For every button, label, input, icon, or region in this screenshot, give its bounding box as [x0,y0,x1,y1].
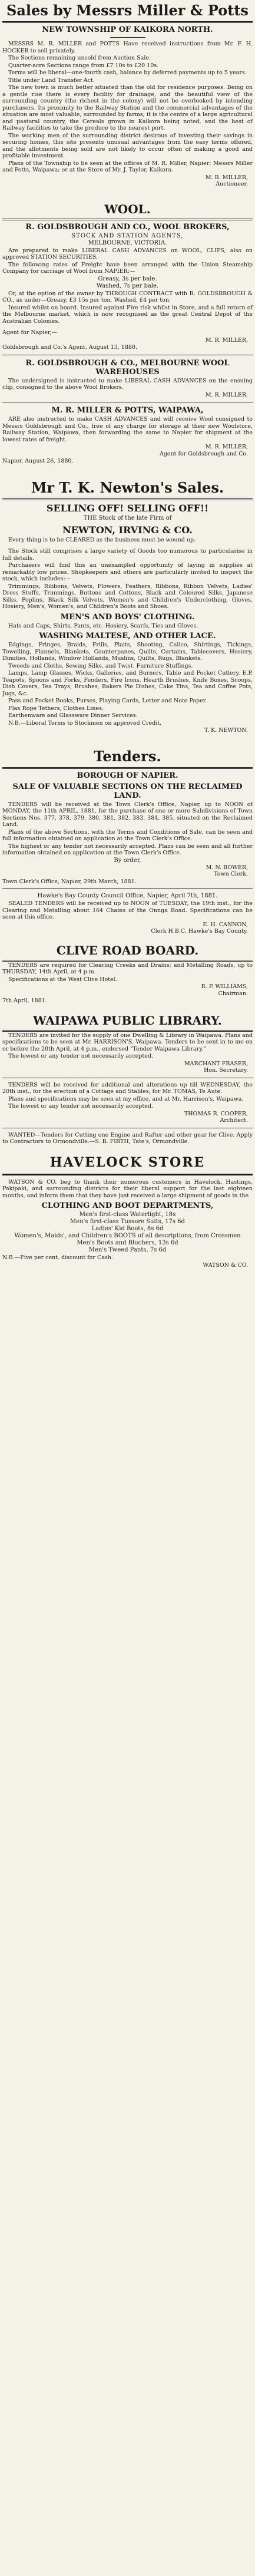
miller-p2: The Sections remaining unsold from Auction Sale. [8,55,151,61]
tenders-hb-role: Clerk H.B.C. Hawke's Bay County. [151,928,248,934]
havelock-i1: Men's first-class Waterlight, 18s [79,1211,176,1218]
newton-header: Mr T. K. Newton's Sales. [2,478,253,500]
wool-firm1-p4: Washed, 7s per bale. [96,282,159,289]
waipawa-sig: MARCHANT FRASER, [184,1060,248,1067]
clive-header: CLIVE ROAD BOARD. [2,942,253,962]
havelock-i3: Ladies' Kid Boots, 8s 6d [91,1226,164,1232]
waipawa-role2: Architect. [220,1117,248,1124]
newton-p2: Purchasers will find this an unexampled opportunity of laying in supplies at remarkably low prices. Shopkeepers and others are particularly invited to inspect the stock, which includes:— [2,562,253,582]
waipawa-p3: TENDERS will be received for additional and alterations up till WEDNESDAY, the 20th inst., for the erection of a Cottage and Stables, for Mr. TOMAS, Te Aute. [2,1081,253,1095]
wool-agent-date: Goldsbrough and Co.'s Agent. August 13, 1880. [2,344,137,351]
wool-firm3-role: Agent for Goldsbrough and Co. [159,450,248,457]
havelock-i2: Men's first-class Tussore Suits, 17s 6d [70,1218,185,1225]
tenders-borough: BOROUGH OF NAPIER. [77,771,178,780]
miller-p8: Plans of the Township to be seen at the offices of M. R. Miller, Napier; Messrs Miller and Potts, Waipawa; or at the Store of Mr. J. Taylor, Kaikora. [2,160,253,173]
miller-sig-role: Auctioneer. [216,181,248,187]
wool-firm3-title: M. R. MILLER & POTTS, WAIPAWA, [51,406,204,415]
newton-p9: Flax Rope Tethers, Clothes Lines. [8,705,104,712]
wool-firm1-p2: The following rates of Freight have been arranged with the Union Steamship Company for carriage of Wool from NAPIER:— [2,261,253,275]
wool-agent-line: Agent for Napier,— [2,329,58,336]
waipawa-p4: Plans and specifications may be seen at my office, and at Mr. Harrison's, Waipawa. [8,1095,244,1102]
waipawa-role: Hon. Secretary. [204,1067,248,1074]
newton-sig: T. K. NEWTON. [204,727,248,734]
miller-p1: MESSRS M. R. MILLER and POTTS Have received instructions from Mr. F. H. HOCKER to sell privately. [2,41,253,54]
clive-p1: TENDERS are required for Clearing Creeks and Drains; and Metalling Roads, up to THURSDAY, 14th April, at 4 p.m. [2,962,253,975]
miller-p4: Terms will be liberal—one-fourth cash, balance by deferred payments up to 5 years. [8,70,247,76]
newton-p3: Trimmings, Ribbons, Velvets, Flowers, Feathers, Ribbons, Ribbon Velvets, Ladies' Dress Stuffs, Trimmings, Buttons and Cottons, Black and Coloured Silks, Japanese Silks, Poplins, Black Silk Velvets, Women's and Children's Underclothing, Gloves, Hosiery, Men's, Women's, and Children's Boots and Shoes. [2,583,253,610]
tenders-hb-title: Hawke's Bay County Council Office, Napier, April 7th, 1881. [37,893,218,899]
wool-firm1-p5: Or, at the option of the owner by THROUGH CONTRACT with R. GOLDSBROUGH & CO., as under—Greasy, £3 15s per ton. Washed, £4 per ton. [2,290,253,303]
wool-firm1-p6: Insured whilst on board. Insured against Fire risk whilst in Store, and a full return of the Melbourne market, which is now recognised as the great Central Depot of the Australian Colonies. [2,304,253,325]
wool-firm2-p1: The undersigned is instructed to make LIBERAL CASH ADVANCES on the ensuing clip, consigned to the above Wool Brokers. [2,377,253,391]
tenders-sig-name: M. N. BOWER, [206,864,248,871]
tenders-p4: By order, [114,857,141,864]
wool-agent-name: M. R. MILLER, [205,336,248,344]
tenders-sale-title: SALE OF VALUABLE SECTIONS ON THE RECLAIMED LAND. [12,782,243,800]
newspaper-page [2,0,253,1269]
waipawa-want: WANTED—Tenders for Cutting one Engine and Rafter and other gear for Clive. Apply to Contractors to Ormondville.—S. B. FIRTH, Tate's, Ormondville. [2,1131,253,1145]
havelock-header: HAVELOCK STORE [49,1154,206,1170]
newton-p11: N.B.—Liberal Terms to Stockmen on approved Credit. [8,719,162,726]
miller-p5: Title under Land Transfer Act. [8,77,95,84]
waipawa-p2: The lowest or any tender not necessarily accepted. [8,1053,153,1059]
newton-cleared: Every thing is to be CLEARED as the business must be wound up. [8,536,196,543]
havelock-nb: N.B.—Five per cent. discount for Cash. [2,1254,113,1261]
tenders-header: Tenders. [2,747,253,769]
newton-wash-title: WASHING MALTESE, AND OTHER LACE. [39,632,216,640]
wool-firm1-title: R. GOLDSBROUGH AND CO., WOOL BROKERS, [25,222,230,232]
clive-p2: Specifications at the West Clive Hotel. [8,976,117,983]
miller-title: NEW TOWNSHIP OF KAIKORA NORTH. [42,25,213,34]
newton-p6: Tweeds and Cloths, Sewing Silks, and Twist. Furniture Stuffings. [8,662,193,669]
wool-firm1-p1: Are prepared to make LIBERAL CASH ADVANCES on WOOL, CLIPS, also on approved STATION SECURITIES. [2,247,253,260]
clive-date: 7th April, 1881. [2,998,47,1004]
miller-header: Sales by Messrs Miller & Potts [2,1,253,23]
wool-firm2-sig: M. R. MILLER. [205,391,248,398]
newton-selling: SELLING OFF! SELLING OFF!! [46,502,209,514]
havelock-sig: WATSON & CO. [203,1261,248,1269]
waipawa-p5: The lowest or any tender not necessarily accepted. [8,1103,153,1109]
miller-p6: The new town is much better situated than the old for residence purposes. Being on a gentle rise there is every facility for drainage, and the beautiful view of the surrounding country (the richest in the colony) will not be overlooked by intending purchasers. Its proximity to the Railway Station and the commercial advantages of the situation are most valuable, surrounded by farms; it is the centre of a large agricultural and pastoral country, the Cereals grown in Kaikora being noted, and the best of Railway facilities to take the produce to the nearest port. [2,84,253,131]
newton-firm: NEWTON, IRVING & CO. [62,524,193,536]
wool-firm1-sub: STOCK AND STATION AGENTS, [71,232,184,239]
tenders-p1: TENDERS will be received at the Town Clerk's Office, Napier, up to NOON of MONDAY, the 11th APRIL, 1881, for the purchase of one or more Subdivisions of Town Sections Nos. 377, 378, 379, 380, 381, 382, 383, 384, 385, situated on the Reclaimed Land. [2,801,253,828]
tenders-sig-role: Town Clerk. [214,871,248,877]
havelock-i5: Men's Boots and Bluchers, 13s 6d [77,1240,178,1246]
wool-firm3-p1: ARE also instructed to make CASH ADVANCES and will receive Wool consigned to Messrs Goldsbrough and Co., free of any charge for storage at their new Woolstore, Railway Station, Waipawa, then forwarding the same to Napier for shipment at the lowest rates of freight. [2,416,253,443]
wool-firm2-title: R. GOLDSBROUGH & CO., MELBOURNE WOOL WAREHOUSES [25,358,230,377]
waipawa-sig2: THOMAS R. COOPER, [184,1110,248,1117]
newton-p5: Edgings, Fringes, Braids, Frills, Plaits, Shooting, Calico, Shirtings, Tickings, Towelling, Flannels, Blankets, Counterpanes, Quilts, Curtains, Tablecovers, Hosiery, Dimities, Hollands, Window Hollands, Muslins, Quilts, Rugs, Blankets. [2,642,253,662]
wool-firm1-p3: Greasy, 3s per bale. [98,275,157,282]
wool-firm3-date: Napier, August 26, 1880. [2,458,74,464]
wool-firm3-sig: M. R. MILLER, [205,444,248,450]
havelock-title: CLOTHING AND BOOT DEPARTMENTS, [41,1201,214,1210]
clive-role: Chairman. [218,990,248,997]
wool-firm1-loc: MELBOURNE, VICTORIA. [88,239,167,246]
newton-p7: Lamps, Lamp Glasses, Wicks, Galleries, and Burners, Table and Pocket Cutlery, E.P. Teapots, Spoons and Forks, Fenders, Fire Irons, Hearth Brushes, Knife Boxes, Scoops, Dish Covers, Tea Trays, Brushes, Bakers Pie Dishes, Cake Tins, Tea and Coffee Pots, Jugs, &c. [2,670,253,697]
tenders-hb-sig: E. H. CANNON, [203,921,248,928]
wool-header: WOOL. [2,201,253,220]
tenders-p3: The highest or any tender not necessarily accepted. Plans can be seen and all further information obtained on application at the Town Clerk's Office. [2,843,253,856]
newton-p4: Hats and Caps, Shirts, Pants, etc. Hosiery, Scarfs, Ties and Gloves. [8,622,198,629]
havelock-p1: WATSON & CO. beg to thank their numerous customers in Havelock, Hastings, Pakipaki, and surrounding districts for their liberal support for the last eighteen months, and inform them that they have just received a large shipment of goods in the [2,1178,253,1199]
waipawa-header: WAIPAWA PUBLIC LIBRARY. [2,1012,253,1032]
havelock-i6: Men's Tweed Pants, 7s 6d [88,1247,167,1253]
newton-p8: Pass and Pocket Books, Purses, Playing Cards, Letter and Note Paper. [8,698,207,704]
havelock-i4: Women's, Maids', and Children's BOOTS of all descriptions, from Crossmen [14,1233,241,1239]
newton-p1: The Stock still comprises a large variety of Goods too numerous to particularise in full details. [2,548,253,562]
waipawa-p1: TENDERS are invited for the supply of one Dwelling & Library in Waipawa. Plans and specifications to be seen at Mr. HARRISON'S, Waipawa. Tenders to be sent in to me on or before the 20th April, at 4 p.m., endorsed "Tender Waipawa Library." [2,1032,253,1052]
divider [2,1174,253,1175]
divider [110,37,145,38]
tenders-p2: Plans of the above Sections, with the Terms and Conditions of Sale, can be seen and full information obtained on application at the Town Clerk's Office. [2,828,253,842]
miller-p7: The working men of the surrounding district desirous of investing their savings in securing homes, this site presents unusual advantages from the easy terms offered, and the allotments being sold are not likely to occur often of making a good and profitable investment. [2,132,253,159]
clive-sig: R. P. WILLIAMS, [201,983,248,990]
tenders-hb-p1: SEALED TENDERS will be received up to NOON of TUESDAY, the 19th inst., for the Clearing and Metalling about 164 Chains of the Onnga Road. Specifications can be seen at this office. [2,900,253,920]
miller-p3: Quarter-acre Sections range from £7 10s to £20 10s. [8,62,159,69]
miller-sig-name: M. R. MILLER, [205,174,248,181]
newton-mens-title: MEN'S AND BOYS' CLOTHING. [60,612,195,622]
newton-p10: Earthenware and Glassware Dinner Services. [8,712,138,719]
newton-stock: THE Stock of the late Firm of [83,514,172,521]
tenders-date: Town Clerk's Office, Napier, 29th March, 1881. [2,878,137,885]
